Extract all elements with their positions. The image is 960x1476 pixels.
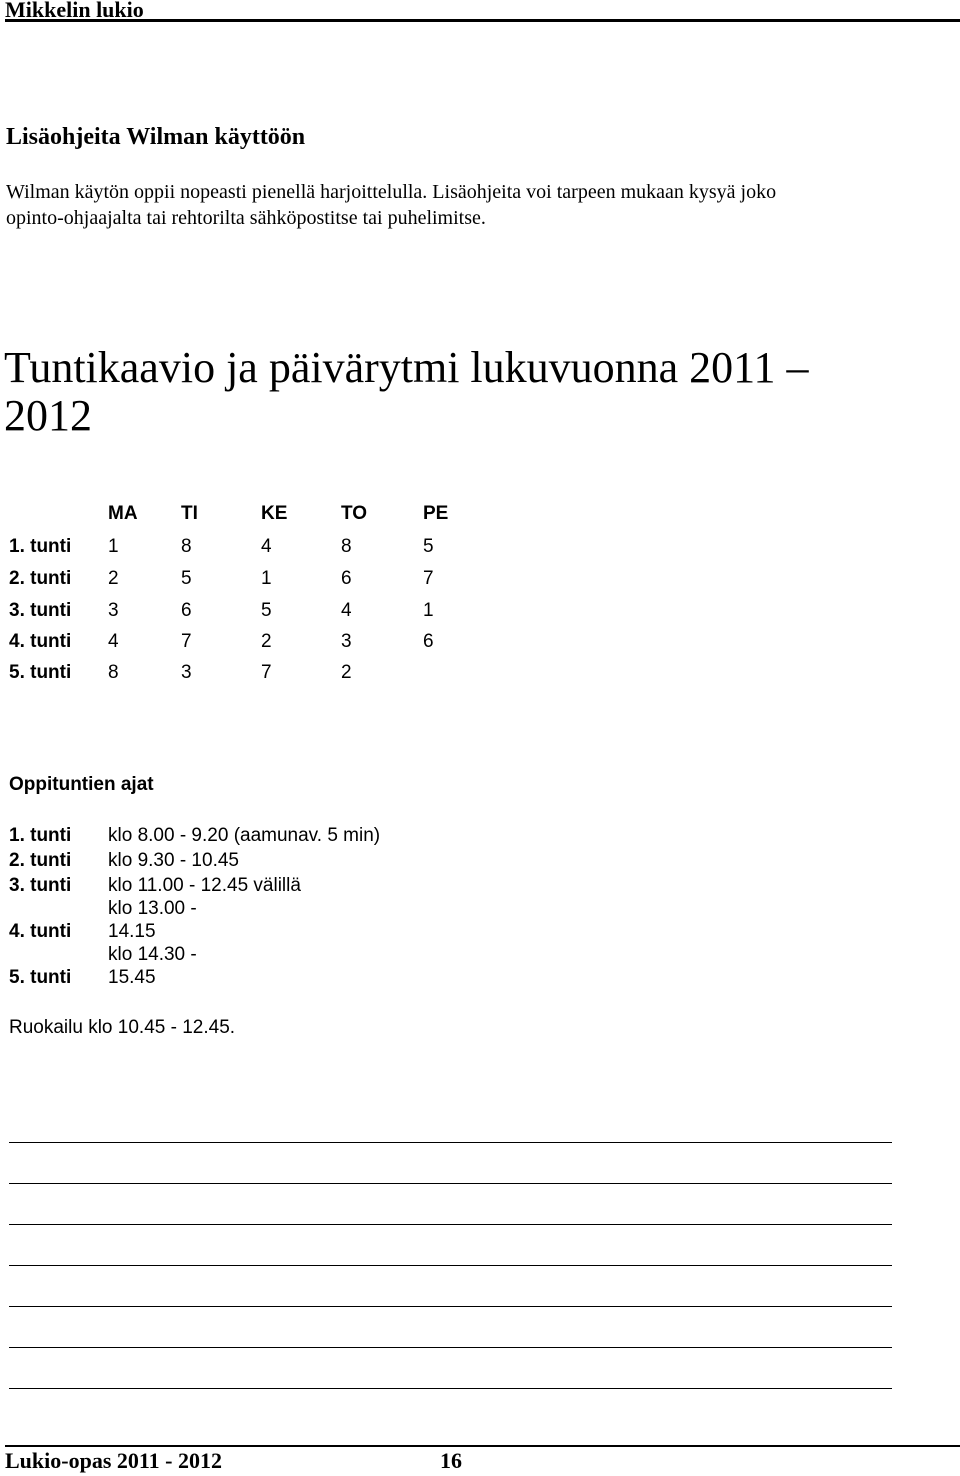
time-label: 3. tunti	[9, 875, 72, 896]
table-cell: 2	[108, 568, 119, 589]
page-number: 16	[440, 1448, 462, 1473]
time-label: 2. tunti	[9, 850, 72, 871]
table-cell: 3	[108, 600, 119, 621]
table-cell: 4	[341, 600, 352, 621]
table-cell: 6	[181, 600, 192, 621]
table-cell: 6	[423, 631, 434, 652]
section-heading: Lisäohjeita Wilman käyttöön	[6, 124, 306, 150]
table-cell: 4	[108, 631, 119, 652]
table-cell: 7	[261, 662, 272, 683]
footer-rule	[5, 1445, 960, 1447]
footer-title: Lukio-opas 2011 - 2012	[5, 1448, 222, 1473]
row-label: 1. tunti	[9, 536, 72, 557]
table-cell: 3	[181, 662, 192, 683]
table-cell: 1	[261, 568, 272, 589]
time-value: klo 9.30 - 10.45	[108, 850, 239, 871]
table-cell: 5	[181, 568, 192, 589]
table-cell: 7	[423, 568, 434, 589]
table-cell: 2	[261, 631, 272, 652]
time-label: 5. tunti	[9, 967, 72, 988]
time-value: 14.15	[108, 921, 156, 942]
intro-line-2: opinto-ohjaajalta tai rehtorilta sähköpostitse tai puhelimitse.	[6, 207, 486, 229]
table-cell: 6	[341, 568, 352, 589]
table-cell: 8	[181, 536, 192, 557]
note-line	[9, 1347, 892, 1348]
table-cell: 3	[341, 631, 352, 652]
row-label: 2. tunti	[9, 568, 72, 589]
table-cell: 5	[423, 536, 434, 557]
row-label: 5. tunti	[9, 662, 72, 683]
table-cell: 8	[108, 662, 119, 683]
time-label: 1. tunti	[9, 825, 72, 846]
note-line	[9, 1142, 892, 1143]
time-value-prefix: klo 13.00 -	[108, 898, 197, 919]
table-cell: 1	[423, 600, 434, 621]
note-line	[9, 1265, 892, 1266]
table-cell: 1	[108, 536, 119, 557]
day-header-to: TO	[341, 503, 368, 524]
table-cell: 4	[261, 536, 272, 557]
time-value: klo 8.00 - 9.20 (aamunav. 5 min)	[108, 825, 381, 846]
schedule-heading: Tuntikaavio ja päivärytmi lukuvuonna 2011 –	[4, 343, 809, 392]
note-line	[9, 1388, 892, 1389]
table-cell: 8	[341, 536, 352, 557]
note-line	[9, 1224, 892, 1225]
schedule-heading-year: 2012	[4, 391, 92, 440]
day-header-ma: MA	[108, 503, 138, 524]
intro-line-1: Wilman käytön oppii nopeasti pienellä harjoittelulla. Lisäohjeita voi tarpeen mukaan kysyä joko	[6, 181, 777, 203]
time-label: 4. tunti	[9, 921, 72, 942]
header-rule	[5, 19, 960, 22]
time-value: klo 11.00 - 12.45 välillä	[108, 875, 301, 896]
header-title: Mikkelin lukio	[5, 0, 144, 22]
row-label: 4. tunti	[9, 631, 72, 652]
time-value-prefix: klo 14.30 -	[108, 944, 197, 965]
lunch-note: Ruokailu klo 10.45 - 12.45.	[9, 1017, 236, 1038]
times-heading: Oppituntien ajat	[9, 774, 154, 795]
row-label: 3. tunti	[9, 600, 72, 621]
day-header-pe: PE	[423, 503, 449, 524]
table-cell: 2	[341, 662, 352, 683]
day-header-ke: KE	[261, 503, 288, 524]
day-header-ti: TI	[181, 503, 198, 524]
table-cell: 7	[181, 631, 192, 652]
table-cell: 5	[261, 600, 272, 621]
time-value: 15.45	[108, 967, 156, 988]
note-line	[9, 1306, 892, 1307]
note-line	[9, 1183, 892, 1184]
